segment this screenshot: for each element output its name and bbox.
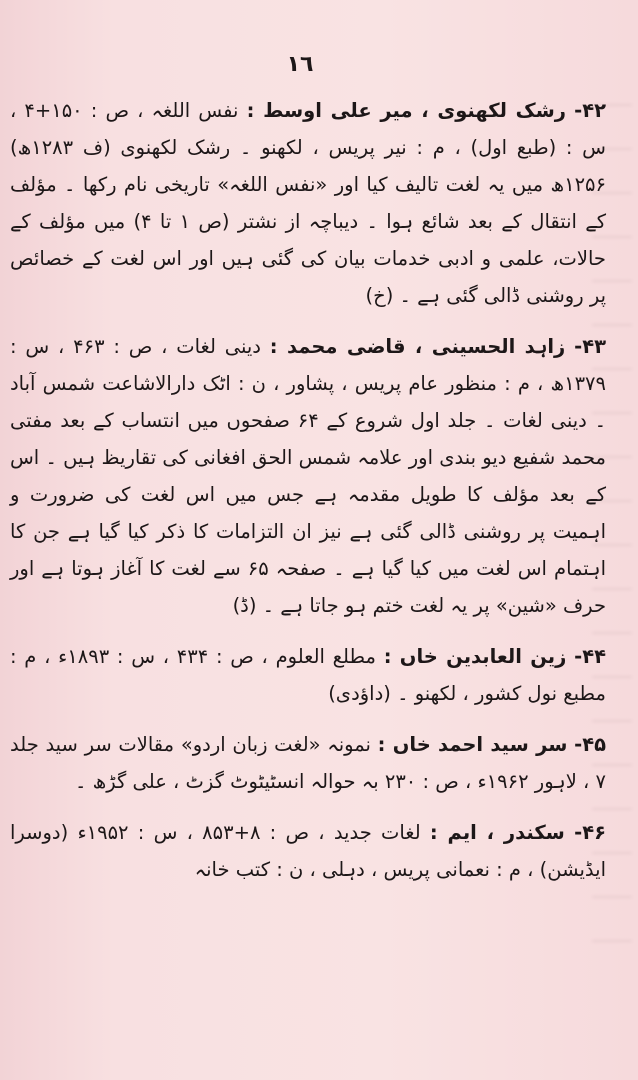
entry-number: ۴۵- — [574, 733, 606, 756]
entry-number: ۴۶- — [574, 821, 607, 844]
entry-body: لغات جدید ، ص : ۸+۸۵۳ ، س : ۱۹۵۲ء (دوسرا ایڈیشن) ، م : نعمانی پریس ، دہلی ، ن : کتب خانہ — [10, 821, 606, 881]
entry-44 — [10, 638, 606, 712]
entry-number: ۴۴- — [574, 645, 606, 668]
entry-45 — [10, 726, 606, 800]
entry-43 — [10, 328, 606, 624]
entry-body: دینی لغات ، ص : ۴۶۳ ، س : ۱۳۷۹ھ ، م : منظور عام پریس ، پشاور ، ن : اٹک دارالاشاعت شمس آباد ۔ دینی لغات ۔ جلد اول شروع کے ۶۴ صفحوں میں انتساب کے بعد مفتی محمد شفیع دیو بندی اور علامہ شمس الحق افغانی کی تقاریظ ہیں ۔ اس کے بعد مؤلف کا طویل مقدمہ ہے جس میں اس لغت کی ضرورت و اہمیت پر روشنی ڈالی گئی ہے نیز ان التزامات کا ذکر کیا گیا ہے جن کا اہتمام اس لغت میں کیا گیا ہے ۔ صفحہ ۶۵ سے لغت کا آغاز ہوتا ہے اور حرف «شین» پر یہ لغت ختم ہو جاتا ہے ۔ (ڈ) — [10, 335, 607, 617]
entry-46 — [10, 814, 606, 888]
page-body — [10, 92, 606, 902]
entry-body: مطلع العلوم ، ص : ۴۳۴ ، س : ۱۸۹۳ء ، م : مطبع نول کشور ، لکھنو ۔ (داؤدی) — [10, 645, 606, 705]
entry-number: ۴۲- — [574, 99, 607, 122]
entry-42 — [10, 92, 606, 314]
entry-body: نمونہ «لغت زبان اردو» مقالات سر سید جلد ۷ ، لاہور ۱۹۶۲ء ، ص : ۲۳۰ بہ حوالہ انسٹیٹوٹ گزٹ ، علی گڑھ ۔ — [10, 733, 606, 793]
page-number: ١٦ — [286, 52, 314, 77]
entry-number: ۴۳- — [574, 335, 607, 358]
entry-body: نفس اللغہ ، ص : ۱۵۰+۴ ، س : (طبع اول) ، م : نیر پریس ، لکھنو ۔ رشک لکھنوی (ف ۱۲۸۳ھ) ۱۲۵۶ھ میں یہ لغت تالیف کیا اور «نفس اللغہ» تاریخی نام رکھا ۔ مؤلف کے انتقال کے بعد شائع ہوا ۔ دیباچہ از نشتر (ص ۱ تا ۴) میں مؤلف کے حالات، علمی و ادبی خدمات بیان کی گئی ہیں اور اس لغت کے خصائص پر روشنی ڈالی گئی ہے ۔ (خ) — [10, 99, 606, 307]
entry-heading: سر سید احمد خاں : — [377, 733, 568, 756]
entry-heading: زاہد الحسینی ، قاضی محمد : — [269, 335, 566, 358]
entry-heading: زین العابدین خاں : — [383, 645, 567, 668]
entry-heading: رشک لکھنوی ، میر علی اوسط : — [246, 99, 566, 122]
entry-heading: سکندر ، ایم : — [429, 821, 565, 844]
